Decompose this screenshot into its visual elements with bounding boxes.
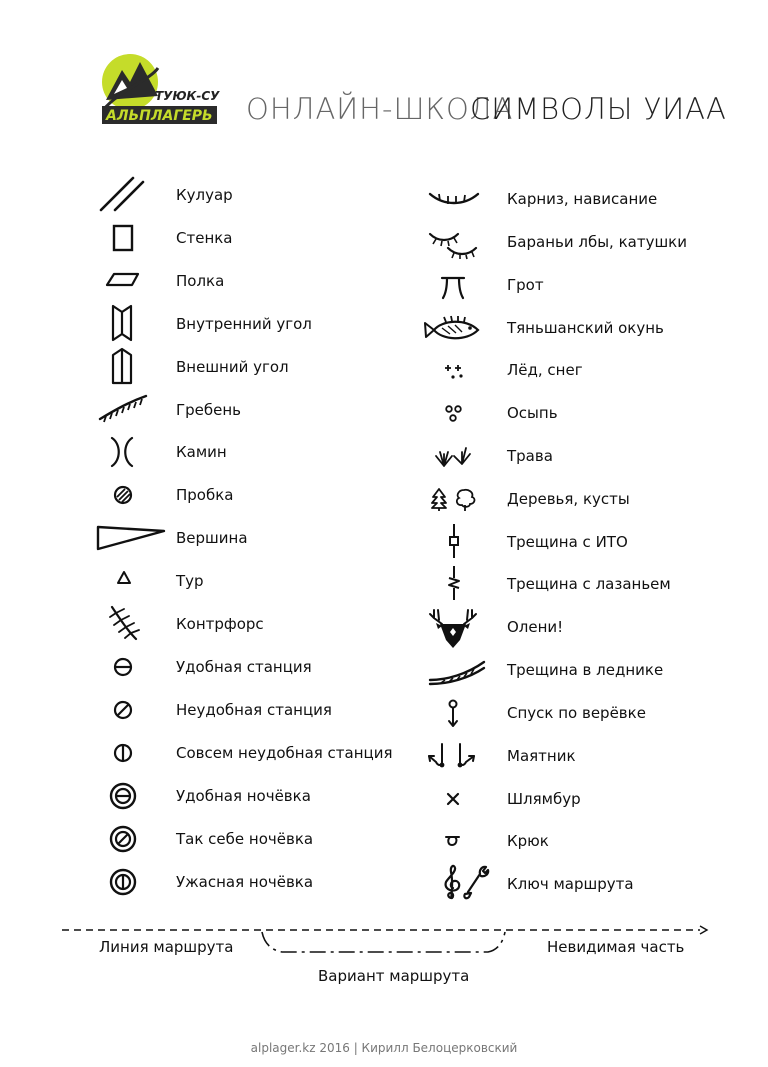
footer-credits: alplager.kz 2016 | Кирилл Белоцерковский xyxy=(250,1041,518,1055)
label-rappel: Спуск по верёвке xyxy=(507,704,646,722)
label-inner-corner: Внутренний угол xyxy=(176,315,312,333)
label-chockstone: Пробка xyxy=(176,486,234,504)
overhang-icon xyxy=(426,188,482,210)
scree-icon xyxy=(443,402,465,424)
chockstone-icon xyxy=(112,484,134,506)
label-deer: Олени! xyxy=(507,618,564,636)
legend-route-line: Линия маршрута xyxy=(99,938,234,956)
label-outer-corner: Внешний угол xyxy=(176,358,289,376)
rappel-icon xyxy=(443,698,463,730)
poor-belay-icon xyxy=(112,699,134,721)
good-belay-icon xyxy=(112,656,134,678)
label-bad-bivouac: Ужасная ночёвка xyxy=(176,873,314,891)
piton-icon xyxy=(444,832,462,848)
poor-bivouac-icon xyxy=(107,823,139,855)
svg-text:АЛЬПЛАГЕРЬ: АЛЬПЛАГЕРЬ xyxy=(106,108,213,124)
label-crevasse: Трещина в леднике xyxy=(507,661,664,679)
roche-moutonnee-icon xyxy=(426,226,482,260)
crack-layback-icon xyxy=(444,564,464,602)
inner-corner-icon xyxy=(107,302,137,344)
label-route-key: Ключ маршрута xyxy=(507,875,634,893)
label-poor-bivouac: Так себе ночёвка xyxy=(176,830,314,848)
label-poor-belay: Неудобная станция xyxy=(176,701,332,719)
deer-icon xyxy=(426,606,480,652)
crevasse-icon xyxy=(427,656,487,688)
outer-corner-icon xyxy=(107,345,137,387)
label-roche-moutonnee: Бараньи лбы, катушки xyxy=(507,233,687,251)
cairn-icon xyxy=(114,568,134,588)
label-good-belay: Удобная станция xyxy=(176,658,312,676)
legend-invisible-part: Невидимая часть xyxy=(547,938,685,956)
summit-icon xyxy=(92,521,168,553)
route-line-arrowhead xyxy=(700,926,707,934)
logo-top-text xyxy=(155,89,220,103)
label-cairn: Тур xyxy=(176,572,204,590)
label-trees: Деревья, кусты xyxy=(507,490,630,508)
wall-icon xyxy=(107,222,137,254)
couloir-icon xyxy=(97,174,147,214)
legend-route-variant: Вариант маршрута xyxy=(318,967,470,985)
ledge-icon xyxy=(102,270,142,288)
grass-icon xyxy=(432,442,476,470)
label-bolt: Шлямбур xyxy=(507,790,581,808)
label-chimney: Камин xyxy=(176,443,227,461)
crack-aid-icon xyxy=(444,522,464,560)
label-summit: Вершина xyxy=(176,529,248,547)
label-ridge: Гребень xyxy=(176,401,242,419)
trees-icon xyxy=(428,486,480,512)
chimney-icon xyxy=(107,434,137,470)
label-crack-layback: Трещина с лазаньем xyxy=(507,575,671,593)
bad-belay-icon xyxy=(112,742,134,764)
route-key-icon xyxy=(438,862,490,902)
label-ledge: Полка xyxy=(176,272,225,290)
bolt-icon xyxy=(445,791,461,807)
svg-text:ТУЮК-СУ: ТУЮК-СУ xyxy=(155,89,220,103)
label-pendulum: Маятник xyxy=(507,747,576,765)
label-grass: Трава xyxy=(507,447,553,465)
label-buttress: Контрфорс xyxy=(176,615,264,633)
route-variant-line xyxy=(262,932,505,952)
ridge-icon xyxy=(97,392,149,424)
label-wall: Стенка xyxy=(176,229,233,247)
pendulum-icon xyxy=(424,740,482,770)
grotto-icon xyxy=(438,273,468,301)
ice-snow-icon xyxy=(441,362,465,382)
good-bivouac-icon xyxy=(107,780,139,812)
label-grotto: Грот xyxy=(507,276,544,294)
fish-icon xyxy=(422,314,484,346)
label-good-bivouac: Удобная ночёвка xyxy=(176,787,311,805)
label-overhang: Карниз, нависание xyxy=(507,190,658,208)
label-scree: Осыпь xyxy=(507,404,558,422)
label-couloir: Кулуар xyxy=(176,186,233,204)
label-fish: Тяньшанский окунь xyxy=(507,319,664,337)
bad-bivouac-icon xyxy=(107,866,139,898)
label-bad-belay: Совсем неудобная станция xyxy=(176,744,393,762)
label-piton: Крюк xyxy=(507,832,549,850)
symbols-title: СИМВОЛЫ УИАА xyxy=(470,92,727,126)
logo-bottom-text xyxy=(105,108,213,124)
buttress-icon xyxy=(102,603,146,643)
school-title: ОНЛАЙН-ШКОЛА xyxy=(246,92,514,126)
label-crack-aid: Трещина с ИТО xyxy=(507,533,628,551)
alplager-logo xyxy=(100,50,220,130)
label-ice-snow: Лёд, снег xyxy=(507,361,583,379)
